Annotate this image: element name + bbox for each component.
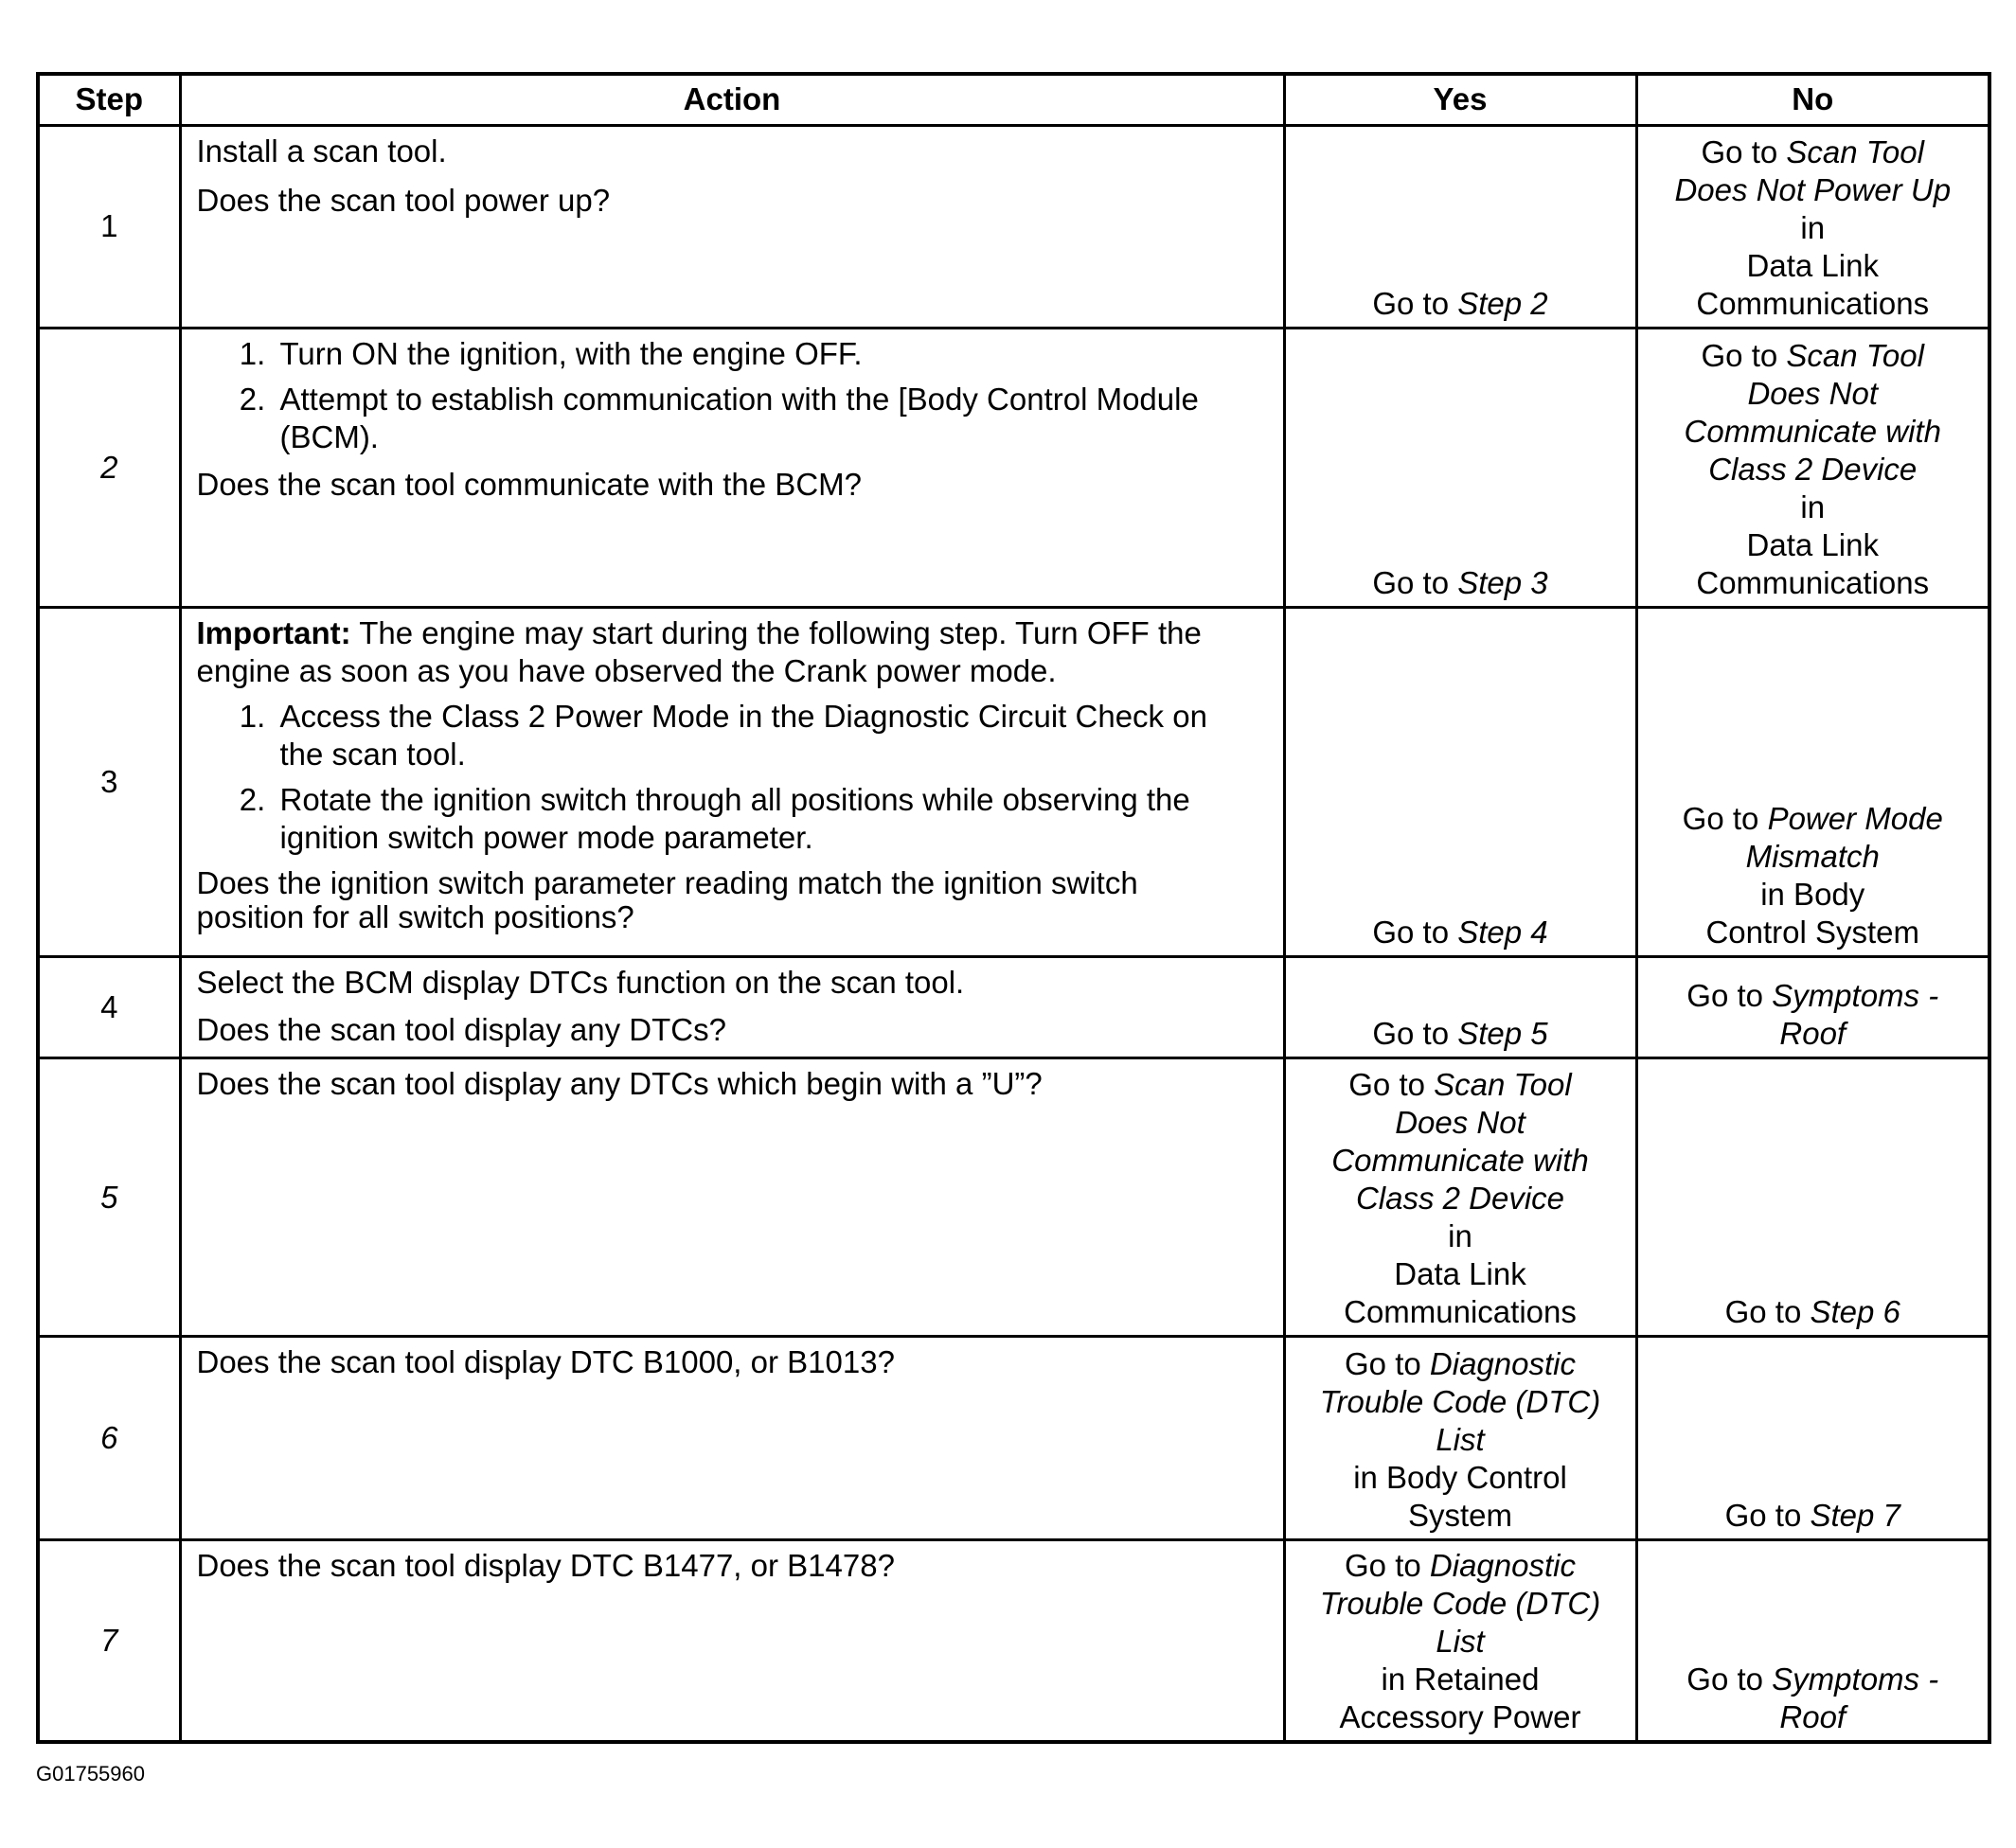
action-question: Does the scan tool communicate with the BCM?	[196, 466, 862, 502]
table-row	[38, 1057, 1989, 1336]
header-action: Action	[180, 74, 1284, 125]
goto-link[interactable]: Does Not	[1395, 1105, 1525, 1141]
goto-link[interactable]: Does Not Power Up	[1674, 171, 1952, 207]
goto-text: in	[1448, 1218, 1472, 1254]
goto-text: in	[1800, 489, 1826, 525]
goto-text: Communications	[1344, 1294, 1577, 1330]
goto-text: Communications	[1696, 565, 1930, 601]
step-number: 5	[38, 1057, 180, 1336]
action-cell	[180, 1337, 1284, 1539]
goto-link[interactable]: Communicate with	[1684, 414, 1941, 450]
goto-prefix: Go to	[1372, 1015, 1458, 1051]
action-question: Does the scan tool display any DTCs?	[196, 1011, 726, 1047]
goto-prefix: Go to	[1345, 1345, 1430, 1381]
goto-link[interactable]: Scan Tool	[1786, 133, 1924, 169]
goto-link[interactable]: Trouble Code (DTC)	[1319, 1586, 1601, 1621]
goto-text: in	[1800, 209, 1826, 245]
goto-link[interactable]: Diagnostic	[1429, 1548, 1576, 1583]
action-cell	[180, 956, 1284, 1057]
table-row	[38, 125, 1989, 328]
goto-prefix: Go to	[1686, 977, 1773, 1013]
goto-link[interactable]: Power Mode	[1767, 800, 1943, 836]
goto-prefix: Go to	[1345, 1548, 1430, 1583]
list-item: 2. Rotate the ignition switch through all positions while observing the ignition switch power mode parameter.	[275, 781, 1255, 857]
no-cell	[1636, 1337, 1989, 1539]
table-row	[38, 328, 1989, 607]
diagnostic-table	[36, 72, 1991, 1744]
table-row	[38, 1337, 1989, 1539]
goto-link[interactable]: Mismatch	[1745, 838, 1880, 874]
action-steps-list	[197, 335, 1255, 456]
goto-link[interactable]: Scan Tool	[1786, 338, 1924, 374]
goto-prefix: Go to	[1372, 565, 1458, 601]
table-row	[38, 956, 1989, 1057]
goto-text: in Body Control	[1353, 1459, 1567, 1495]
goto-prefix: Go to	[1724, 1294, 1811, 1330]
goto-link[interactable]: Does Not	[1747, 376, 1879, 412]
goto-link[interactable]: Trouble Code (DTC)	[1319, 1383, 1601, 1419]
action-steps-list	[197, 698, 1255, 857]
table-row	[38, 1539, 1989, 1742]
header-yes: Yes	[1284, 74, 1636, 125]
goto-prefix: Go to	[1348, 1067, 1435, 1103]
step-number: 1	[38, 125, 180, 328]
goto-link[interactable]: Roof	[1779, 1015, 1847, 1051]
important-note	[197, 614, 1255, 690]
goto-link[interactable]: Communicate with	[1331, 1143, 1589, 1179]
goto-link[interactable]: Class 2 Device	[1708, 452, 1918, 488]
goto-link[interactable]: Class 2 Device	[1355, 1181, 1565, 1217]
action-cell	[180, 328, 1284, 607]
goto-link[interactable]: Step 2	[1457, 285, 1548, 321]
step-number: 7	[38, 1539, 180, 1742]
goto-link[interactable]: Diagnostic	[1429, 1345, 1576, 1381]
goto-text: Accessory Power	[1339, 1699, 1581, 1734]
action-question: Does the scan tool display DTC B1477, or B1478?	[196, 1547, 895, 1583]
step-number: 6	[38, 1337, 180, 1539]
goto-link[interactable]: Step 6	[1810, 1294, 1900, 1330]
goto-prefix: Go to	[1372, 285, 1458, 321]
header-no: No	[1636, 74, 1989, 125]
important-text: The engine may start during the following step. Turn OFF the engine as soon as you have observed the Crank power mode.	[196, 615, 1202, 689]
goto-link[interactable]: Symptoms -	[1772, 1661, 1939, 1697]
goto-link[interactable]: Step 3	[1457, 565, 1548, 601]
goto-prefix: Go to	[1372, 914, 1458, 950]
goto-text: System	[1407, 1497, 1513, 1533]
figure-id: G01755960	[36, 1762, 145, 1786]
goto-link[interactable]: List	[1436, 1624, 1485, 1659]
goto-link[interactable]: Roof	[1779, 1699, 1847, 1734]
yes-cell	[1284, 1057, 1636, 1336]
goto-text: Communications	[1696, 285, 1930, 321]
action-cell	[180, 1539, 1284, 1742]
important-label: Important:	[196, 615, 351, 651]
no-cell	[1636, 956, 1989, 1057]
header-row	[38, 74, 1989, 125]
action-text: Select the BCM display DTCs function on the scan tool.	[196, 964, 965, 1000]
table-row	[38, 608, 1989, 957]
goto-link[interactable]: Step 5	[1457, 1015, 1548, 1051]
goto-prefix: Go to	[1701, 338, 1787, 374]
action-cell	[180, 1057, 1284, 1336]
yes-cell	[1284, 125, 1636, 328]
action-question: Does the scan tool display any DTCs which begin with a ”U”?	[196, 1065, 1043, 1101]
goto-link[interactable]: Symptoms -	[1772, 977, 1939, 1013]
goto-link[interactable]: Scan Tool	[1434, 1067, 1572, 1103]
yes-cell	[1284, 608, 1636, 957]
goto-text: Data Link	[1746, 247, 1879, 283]
no-cell	[1636, 1057, 1989, 1336]
goto-text: Control System	[1705, 914, 1920, 950]
goto-link[interactable]: List	[1436, 1421, 1485, 1457]
list-item: 2. Attempt to establish communication with the [Body Control Module (BCM).	[275, 381, 1255, 456]
goto-prefix: Go to	[1686, 1661, 1773, 1697]
no-cell	[1636, 125, 1989, 328]
yes-cell	[1284, 328, 1636, 607]
goto-prefix: Go to	[1701, 133, 1787, 169]
list-item: 1. Access the Class 2 Power Mode in the Diagnostic Circuit Check on the scan tool.	[275, 698, 1255, 773]
yes-cell	[1284, 956, 1636, 1057]
goto-text: in Body	[1760, 876, 1865, 912]
step-number: 3	[38, 608, 180, 957]
action-text: Install a scan tool.	[196, 133, 447, 169]
goto-text: Data Link	[1394, 1256, 1526, 1292]
goto-link[interactable]: Step 7	[1810, 1497, 1900, 1533]
action-question: Does the scan tool display DTC B1000, or B1013?	[196, 1344, 895, 1380]
action-cell	[180, 608, 1284, 957]
no-cell	[1636, 608, 1989, 957]
header-step: Step	[38, 74, 180, 125]
action-question: Does the ignition switch parameter reading match the ignition switch position for all switch positions?	[196, 865, 1138, 935]
goto-text: Data Link	[1746, 527, 1879, 563]
yes-cell	[1284, 1337, 1636, 1539]
yes-cell	[1284, 1539, 1636, 1742]
goto-link[interactable]: Step 4	[1457, 914, 1548, 950]
no-cell	[1636, 328, 1989, 607]
no-cell	[1636, 1539, 1989, 1742]
step-number: 2	[38, 328, 180, 607]
goto-prefix: Go to	[1682, 800, 1768, 836]
list-item: 1. Turn ON the ignition, with the engine OFF.	[275, 335, 1255, 373]
action-cell	[180, 125, 1284, 328]
goto-prefix: Go to	[1724, 1497, 1811, 1533]
goto-text: in Retained	[1381, 1661, 1540, 1697]
action-question: Does the scan tool power up?	[196, 182, 611, 218]
step-number: 4	[38, 956, 180, 1057]
